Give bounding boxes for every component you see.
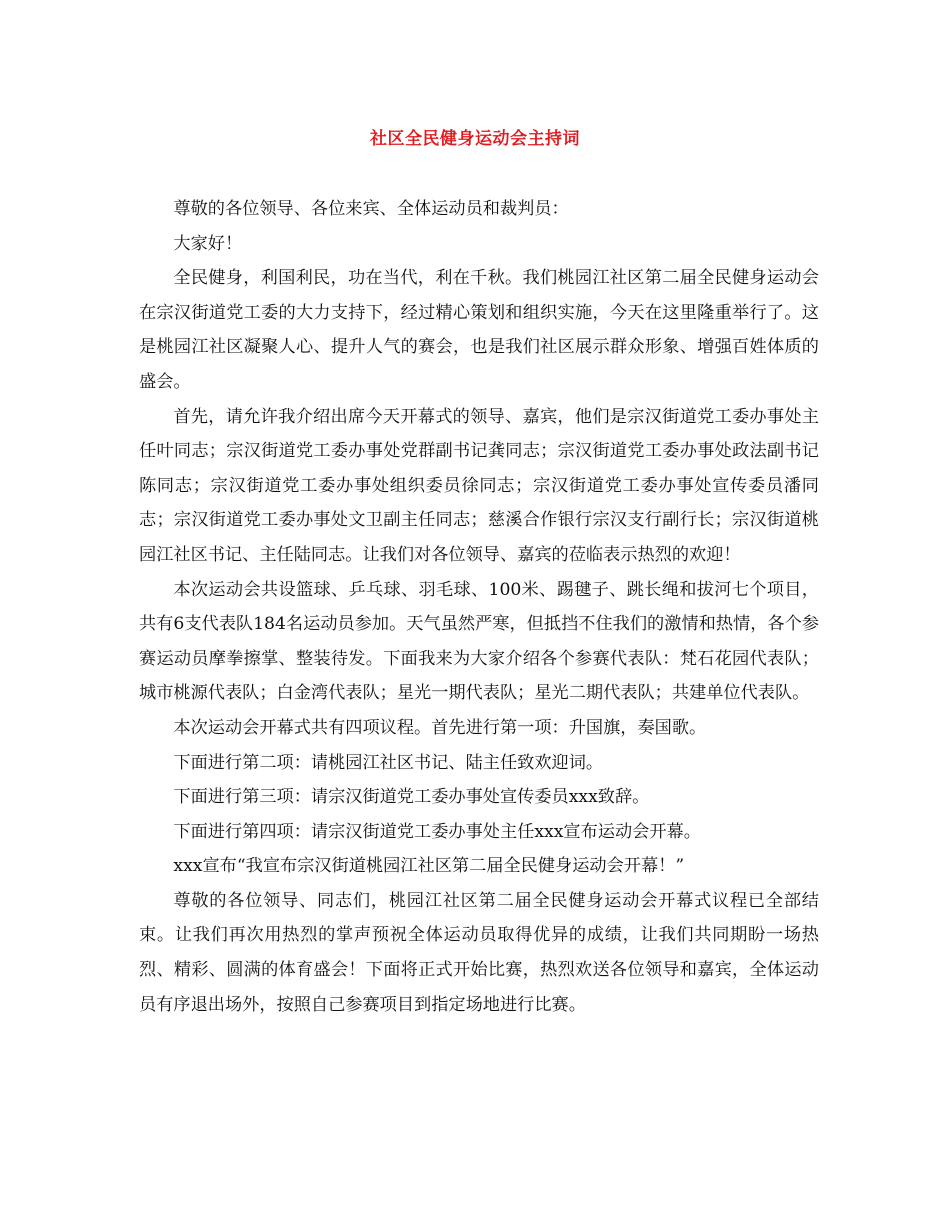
paragraph-agenda-4: 下面进行第四项：请宗汉街道党工委办事处主任xxx宣布运动会开幕。 [173,821,701,842]
paragraph-greeting: 尊敬的各位领导、各位来宾、全体运动员和裁判员： [173,199,569,219]
paragraph-agenda-1: 本次运动会开幕式共有四项议程。首先进行第一项：升国旗，奏国歌。 [173,717,707,738]
document-body [139,192,819,1022]
document-title: 社区全民健身运动会主持词 [370,129,580,149]
paragraph-agenda-3: 下面进行第三项：请宗汉街道党工委办事处宣传委员xxx致辞。 [173,787,650,808]
paragraph-announcement: xxx宣布“我宣布宗汉街道桃园江社区第二届全民健身运动会开幕！” [173,856,685,877]
paragraph-hello: 大家好！ [173,233,243,254]
paragraph-events: 本次运动会共设篮球、乒乓球、羽毛球、100米、踢毽子、跳长绳和拔河七个项目，共有6支代表队184名运动员参加。天气虽然严寒，但抵挡不住我们的激情和热情，各个参赛运动员摩拳擦掌、整装待发。下面我来为大家介绍各个参赛代表队：梵石花园代表队；城市桃源代表队；白金湾代表队；星光一期代表队；星光二期代表队；共建单位代表队。 [139,579,819,704]
paragraph-agenda-2: 下面进行第二项：请桃园江社区书记、陆主任致欢迎词。 [173,752,604,773]
paragraph-intro: 全民健身，利国利民，功在当代，利在千秋。我们桃园江社区第二届全民健身运动会在宗汉街道党工委的大力支持下，经过精心策划和组织实施，今天在这里隆重举行了。这是桃园江社区凝聚人心、提升人气的赛会，也是我们社区展示群众形象、增强百姓体质的盛会。 [139,268,819,392]
paragraph-guests: 首先，请允许我介绍出席今天开幕式的领导、嘉宾，他们是宗汉街道党工委办事处主任叶同志；宗汉街道党工委办事处党群副书记龚同志；宗汉街道党工委办事处政法副书记陈同志；宗汉街道党工委办事处组织委员徐同志；宗汉街道党工委办事处宣传委员潘同志；宗汉街道党工委办事处文卫副主任同志；慈溪合作银行宗汉支行副行长；宗汉街道桃园江社区书记、主任陆同志。让我们对各位领导、嘉宾的莅临表示热烈的欢迎！ [139,406,819,565]
paragraph-closing: 尊敬的各位领导、同志们，桃园江社区第二届全民健身运动会开幕式议程已全部结束。让我们再次用热烈的掌声预祝全体运动员取得优异的成绩，让我们共同期盼一场热烈、精彩、圆满的体育盛会！下面将正式开始比赛，热烈欢送各位领导和嘉宾，全体运动员有序退出场外，按照自己参赛项目到指定场地进行比赛。 [139,890,819,1015]
